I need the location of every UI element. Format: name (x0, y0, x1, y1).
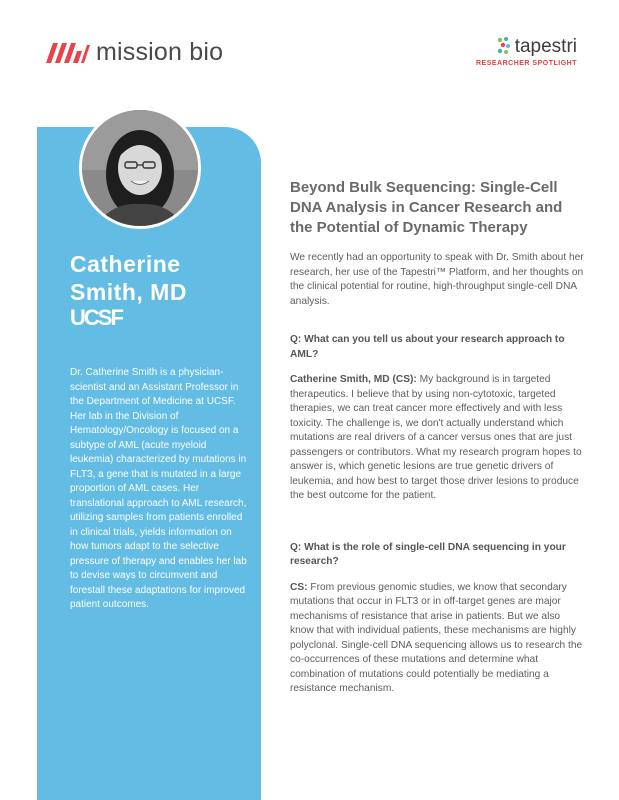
answer-2 (290, 581, 586, 697)
tapestri-mark-icon (496, 36, 512, 56)
tapestri-name: tapestri (514, 35, 577, 57)
bio-text: Dr. Catherine Smith is a physician-scientist and an Assistant Professor in the Department of Medicine at UCSF. Her lab in the Division of Hematology/Oncology is focused on a subtype of AML (acute myeloid leukemia) characterized by mutations in FLT3, a gene that is mutated in a large proportion of AML cases. Her translational approach to AML research, utilizing samples from patients enrolled in clinical trials, yields information on how tumors adapt to the selective pressure of therapy and enables her lab to devise ways to circumvent and forestall these adaptations for improved patient outcomes. (70, 367, 247, 610)
portrait-image (82, 110, 198, 226)
article-title: Beyond Bulk Sequencing: Single-Cell DNA Analysis in Cancer Research and the Potential of Dynamic Therapy (290, 179, 563, 236)
tapestri-logo (476, 36, 577, 67)
answer-1-speaker: Catherine Smith, MD (CS): (290, 374, 417, 385)
ucsf-logo (70, 304, 130, 330)
mission-bio-logo (44, 40, 223, 65)
person-first-name: Catherine (70, 251, 181, 277)
question-2: Q: What is the role of single-cell DNA sequencing in your research? (290, 541, 566, 567)
mission-bio-mark-icon (44, 41, 90, 65)
ucsf-logo-text: UCSF (70, 305, 122, 330)
answer-2-speaker: CS: (290, 581, 308, 593)
person-name (70, 250, 250, 306)
question-1: Q: What can you tell us about your research approach to AML? (290, 334, 565, 360)
researcher-spotlight-label: RESEARCHER SPOTLIGHT (475, 60, 577, 67)
answer-2-text: From previous genomic studies, we know that secondary mutations that occur in FLT3 or in off-target genes are major mechanisms of resistance that arise in patients. But we also know that with individual patients, these mechanisms are highly polyclonal. Single-cell DNA sequencing allows us to research the co-occurrences of these mutations and determine what combination of mutations could potentially be mediating a resistance mechanism. (290, 581, 583, 694)
brand-name: mission bio (96, 38, 224, 66)
portrait-photo (79, 107, 201, 229)
article (290, 178, 586, 697)
answer-1 (290, 373, 586, 504)
person-last-name: Smith, MD (70, 279, 187, 305)
answer-1-text: My background is in targeted therapeutics. I believe that by using non-cytotoxic, targeted therapies, we can treat cancer more effectively and with less toxicity. The challenge is, we don't actually understand which mutations are real drivers of a cancer versus ones that are just passengers or contributors. What my research program hopes to answer is, which genetic lesions are true genetic drivers of leukemia, and how best to target those driver lesions to produce the best outcome for the patient. (290, 374, 582, 501)
article-intro: We recently had an opportunity to speak with Dr. Smith about her research, her use of the Tapestri™ Platform, and her thoughts on the clinical potential for routine, high-throughput single-cell DNA analysis. (290, 252, 584, 307)
